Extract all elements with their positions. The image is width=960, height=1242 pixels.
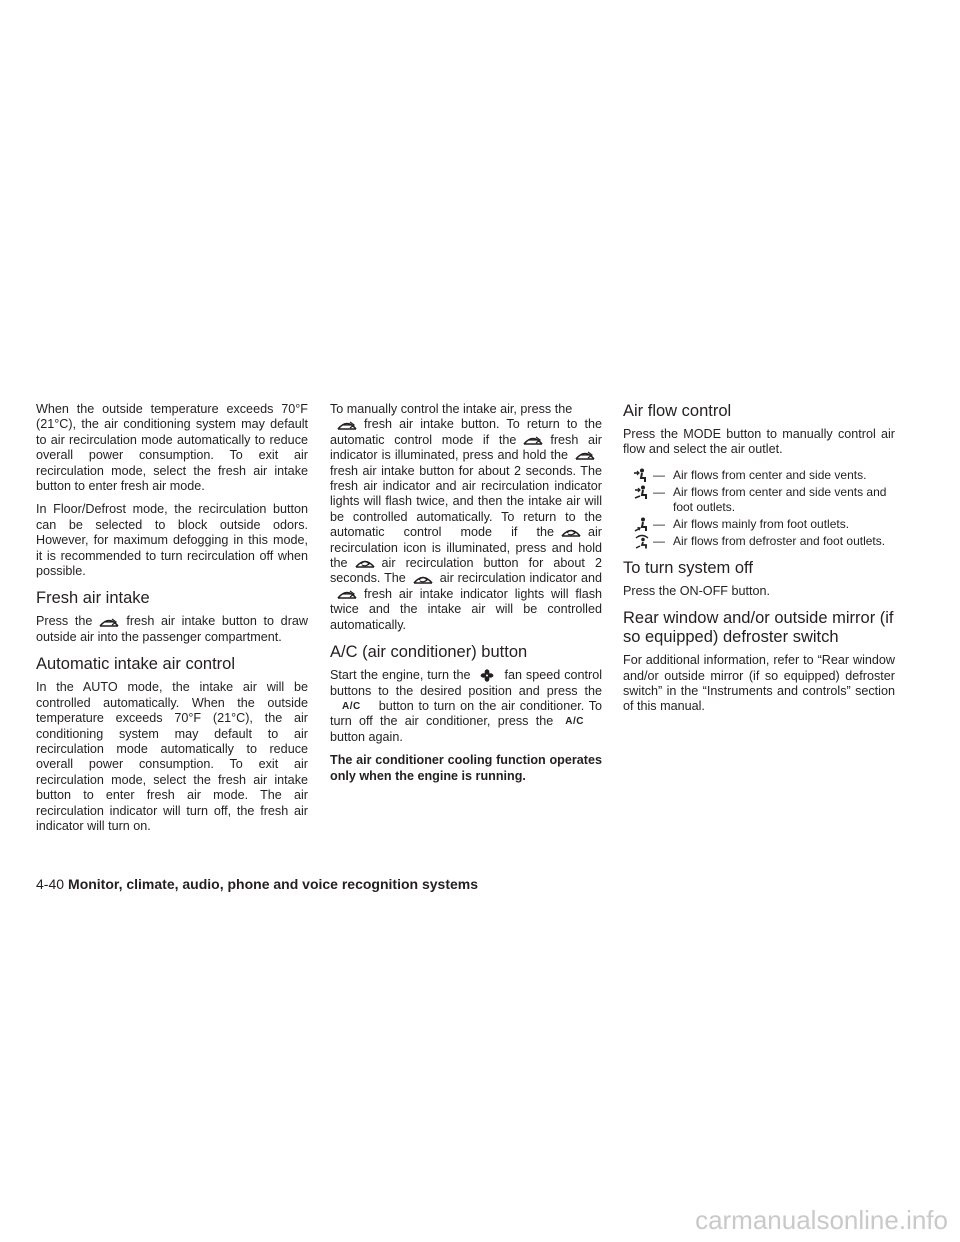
list-item: — Air flows from defroster and foot outlets. bbox=[623, 534, 895, 549]
paragraph-turn-off: Press the ON-OFF button. bbox=[623, 583, 770, 598]
ac-button-icon: A/C bbox=[565, 716, 584, 728]
paragraph-ac-warning: The air conditioner cooling function operates only when the engine is running. bbox=[330, 753, 602, 783]
heading-automatic-intake: Automatic intake air control bbox=[36, 655, 236, 674]
fresh-air-icon bbox=[336, 588, 358, 601]
fan-icon bbox=[476, 669, 498, 682]
air-recirculation-icon bbox=[354, 557, 376, 570]
list-item: — Air flows from center and side vents and foot outlets. bbox=[623, 485, 895, 515]
paragraph-air-flow: Press the MODE button to manually control air flow and select the air outlet. bbox=[623, 427, 895, 457]
vent-foot-icon bbox=[623, 517, 653, 532]
heading-ac-button: A/C (air conditioner) button bbox=[330, 643, 528, 662]
airflow-mode-text: Air flows mainly from foot outlets. bbox=[673, 516, 850, 531]
paragraph-ac: Start the engine, turn the fan speed control buttons to the desired position and press theA/C button to turn on the air conditioner. To turn off the air conditioner, press the A/Cbutton again. bbox=[330, 668, 603, 744]
list-item: — Air flows mainly from foot outlets. bbox=[623, 517, 895, 532]
paragraph-floor-defrost: In Floor/Defrost mode, the recirculation button can be selected to block outside odors. However, for maximum defogging in this mode, it is recommended to turn recirculation off when possible. bbox=[36, 502, 308, 579]
section-title: Monitor, climate, audio, phone and voice recognition systems bbox=[68, 876, 478, 892]
vent-defrost-foot-icon bbox=[623, 534, 653, 549]
paragraph-rear-defroster: For additional information, refer to “Rear window and/or outside mirror (if so equipped) defroster switch” in the “Instruments and controls” section of this manual. bbox=[623, 653, 895, 714]
list-item: — Air flows from center and side vents. bbox=[623, 468, 895, 483]
heading-turn-system-off: To turn system off bbox=[623, 558, 753, 577]
heading-air-flow-control: Air flow control bbox=[623, 402, 732, 420]
fresh-air-icon bbox=[98, 616, 120, 629]
paragraph-manual-intake: To manually control the intake air, press the fresh air intake button. To return to the automatic control mode if the fresh air indicator is illuminated, press and hold the fresh air intake button for about 2 seconds. The fresh air indicator and air recirculation indicator lights will flash twice, and then the intake air will be controlled automatically. To return to the automatic control mode if the air recirculation icon is illuminated, press and hold the air recirculation button for about 2 seconds. The air recirculation indicator and fresh air intake indicator lights will flash twice and the intake air will be controlled automatically. bbox=[330, 402, 602, 632]
watermark: carmanualsonline.info bbox=[695, 1205, 948, 1235]
fresh-air-icon bbox=[574, 449, 596, 462]
page-footer bbox=[36, 876, 478, 892]
airflow-mode-list bbox=[623, 468, 895, 549]
heading-fresh-air-intake: Fresh air intake bbox=[36, 589, 150, 608]
ac-button-icon: A/C bbox=[342, 700, 361, 712]
vent-bilevel-icon bbox=[623, 485, 653, 500]
heading-rear-defroster: Rear window and/or outside mirror (if so equipped) defroster switch bbox=[623, 609, 894, 647]
fresh-air-icon bbox=[336, 419, 358, 432]
paragraph-fresh-air: Press the fresh air intake button to draw outside air into the passenger compartment. bbox=[36, 614, 308, 644]
fresh-air-icon bbox=[522, 434, 544, 447]
paragraph-recirc-default: When the outside temperature exceeds 70°F (21°C), the air conditioning system may default to air recirculation mode automatically to reduce overall power consumption. To exit air recirculation mode, select the fresh air intake button to enter fresh air mode. bbox=[36, 402, 308, 494]
airflow-mode-text: Air flows from defroster and foot outlets. bbox=[673, 533, 886, 548]
column-left bbox=[36, 402, 308, 842]
column-right bbox=[623, 402, 895, 723]
air-recirculation-icon bbox=[412, 573, 434, 586]
column-middle bbox=[330, 402, 602, 792]
air-recirculation-icon bbox=[560, 526, 582, 539]
airflow-mode-text: Air flows from center and side vents. bbox=[673, 467, 867, 482]
vent-face-icon bbox=[623, 468, 653, 483]
page-number: 4-40 bbox=[36, 876, 65, 892]
paragraph-automatic-intake: In the AUTO mode, the intake air will be controlled automatically. When the outside temperature exceeds 70°F (21°C), the air conditioning system may default to air recirculation mode automatically to reduce overall power consumption. To exit air recirculation mode, select the fresh air intake button to enter fresh air mode. The air recirculation indicator will turn off, the fresh air indicator will turn on. bbox=[36, 680, 308, 833]
airflow-mode-text: Air flows from center and side vents and foot outlets. bbox=[673, 484, 887, 514]
